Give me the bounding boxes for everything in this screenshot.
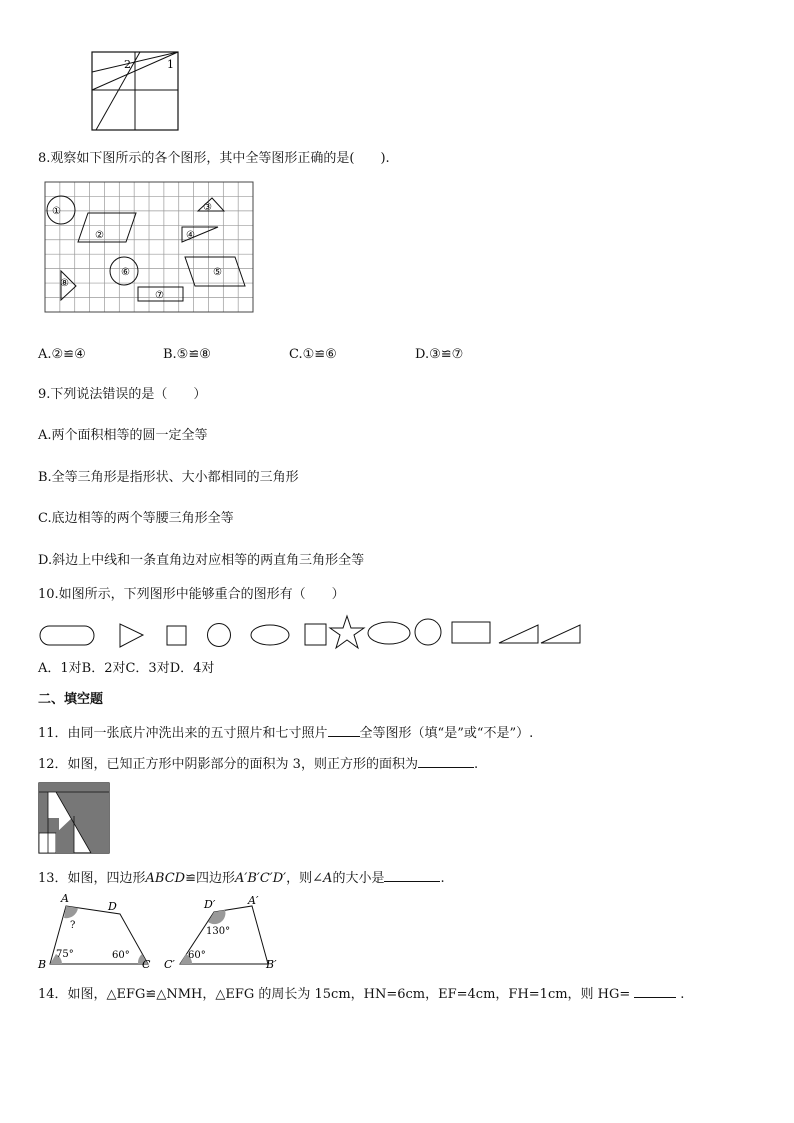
q13-answer-blank[interactable]: [384, 867, 440, 882]
shape-rounded-rect: [40, 626, 94, 645]
q12-square-figure: [38, 782, 110, 854]
shape-right-triangle-1: [499, 625, 538, 643]
shape-label-8: ⑧: [60, 278, 69, 289]
q11-question: [38, 722, 533, 743]
fig1-label-d: D: [108, 900, 117, 913]
shape-star: [330, 616, 364, 648]
fig1-label-c: C: [142, 958, 151, 971]
q12-text: 12．如图，已知正方形中阴影部分的面积为 3，则正方形的面积为: [38, 757, 418, 772]
q12-end: .: [473, 757, 479, 772]
q13-end: .: [440, 871, 445, 886]
q7-figure: [88, 48, 184, 134]
q13-angle-a: A: [323, 871, 333, 886]
q14-question: [38, 983, 684, 1004]
fig2-angle-c: 60°: [188, 950, 206, 961]
fig1-angle-c: 60°: [112, 950, 130, 961]
q7-angle-label-1: 1: [167, 58, 174, 71]
q10-options: A．1对B．2对C．3对D．4对: [38, 661, 215, 676]
shape-ellipse-small: [251, 625, 289, 645]
q8-question: 8.观察如下图所示的各个图形，其中全等图形正确的是( ).: [38, 151, 390, 166]
q13-text-mid: ，则∠: [286, 871, 324, 886]
q13-abcd: ABCD: [145, 871, 186, 886]
q9-question: 9.下列说法错误的是（ ）: [38, 387, 207, 402]
q11-text-before: 11．由同一张底片冲洗出来的五寸照片和七寸照片: [38, 726, 328, 741]
shape-circle-small: [208, 624, 231, 647]
q9-option-d: D.斜边上中线和一条直角边对应相等的两直角三角形全等: [38, 553, 365, 568]
shape-ellipse-large: [368, 622, 410, 644]
shape-label-7: ⑦: [155, 290, 164, 301]
fig2-angle-d: 130°: [206, 926, 231, 937]
fig1-question-mark: ?: [70, 920, 76, 931]
shape-triangle-right: [120, 624, 143, 647]
q13-text-before: 13．如图，四边形: [38, 871, 146, 886]
q13-question: [38, 867, 445, 888]
fig1-angle-b: 75°: [56, 949, 74, 960]
shape-right-triangle-2: [541, 625, 580, 643]
q13-text-after: 的大小是: [332, 871, 385, 886]
shape-label-5: ⑤: [213, 267, 222, 278]
q7-angle-label-2: 2: [124, 58, 131, 71]
shape-2-parallelogram: [78, 213, 136, 242]
shape-label-3: ③: [203, 202, 212, 213]
q8-option-c: C.①≌⑥: [289, 347, 337, 362]
q9-option-b: B.全等三角形是指形状、大小都相同的三角形: [38, 470, 299, 485]
q9-option-a: A.两个面积相等的圆一定全等: [38, 428, 208, 443]
q14-answer-blank[interactable]: [634, 983, 676, 998]
q8-option-a: A.②≌④: [38, 347, 86, 362]
shape-label-1: ①: [52, 206, 61, 217]
q9-option-c: C.底边相等的两个等腰三角形全等: [38, 511, 234, 526]
shape-label-2: ②: [95, 230, 104, 241]
q13-cong: ≌四边形: [185, 871, 236, 886]
shape-square-medium: [305, 624, 326, 645]
fig2-label-d: D′: [204, 898, 216, 911]
fig2-label-a: A′: [248, 894, 259, 907]
fig2-label-c: C′: [164, 958, 175, 971]
q12-question: [38, 753, 478, 774]
shape-square-small: [167, 626, 186, 645]
fig2-label-b: B′: [266, 958, 277, 971]
shape-circle-large: [415, 619, 441, 645]
q11-answer-blank[interactable]: [328, 722, 360, 737]
q8-option-d: D.③≌⑦: [415, 347, 464, 362]
fig1-label-b: B: [38, 958, 47, 971]
q10-question: 10.如图所示，下列图形中能够重合的图形有（ ）: [38, 587, 345, 602]
q11-text-after: 全等图形（填“是”或“不是”）.: [359, 726, 534, 741]
q14-text: 14．如图，△EFG≌△NMH，△EFG 的周长为 15cm，HN=6cm，EF=4cm，FH=1cm，则 HG=: [38, 987, 631, 1002]
q14-end: .: [680, 987, 685, 1002]
q10-shapes-figure: [36, 614, 586, 654]
shape-label-6: ⑥: [121, 267, 130, 278]
q13-quadrilateral-figures: [34, 890, 304, 974]
section-title: 二、填空题: [38, 692, 104, 707]
q8-grid-figure: [40, 180, 256, 316]
q8-option-b: B.⑤≌⑧: [163, 347, 211, 362]
fig1-label-a: A: [61, 892, 69, 905]
shape-label-4: ④: [186, 230, 195, 241]
q13-abcd-prime: A′B′C′D′: [235, 871, 287, 886]
shape-rectangle: [452, 622, 490, 643]
q12-answer-blank[interactable]: [418, 753, 474, 768]
